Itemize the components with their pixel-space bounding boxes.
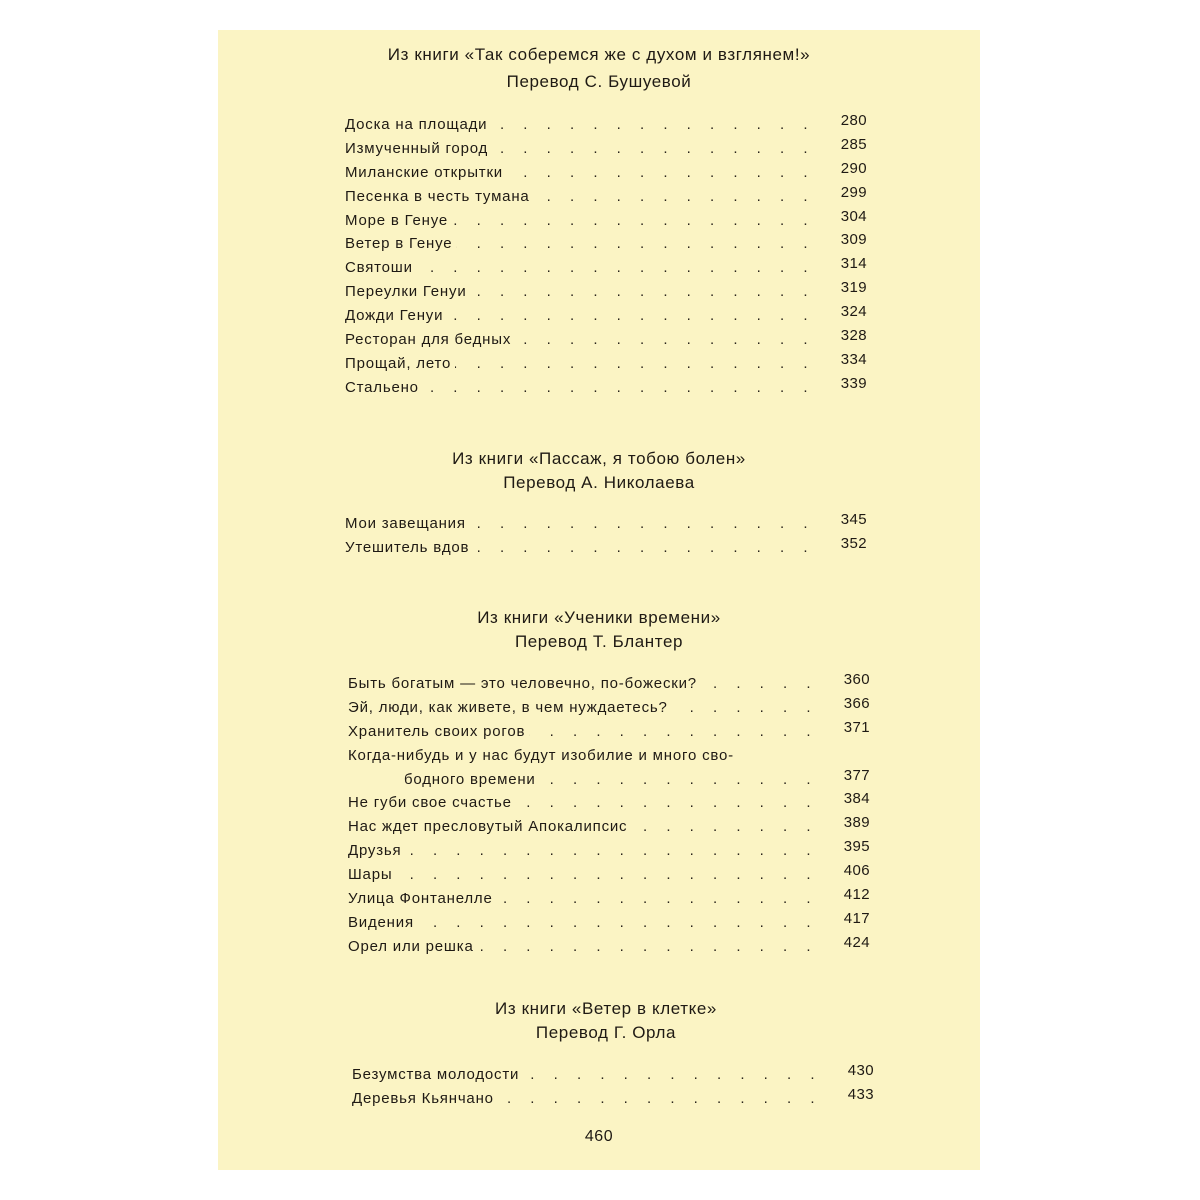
leader-dots — [423, 379, 833, 396]
leader-dots — [396, 866, 836, 883]
toc-entry — [348, 790, 870, 818]
section-heading: Из книги «Ветер в клетке» — [495, 999, 717, 1018]
leader-dots — [491, 116, 833, 133]
book-page — [218, 30, 980, 1170]
toc-entry — [348, 814, 870, 842]
toc-entry — [348, 862, 870, 890]
toc-entry-page: 314 — [840, 255, 867, 273]
toc-entry-page: 334 — [840, 350, 867, 368]
page-number: 460 — [584, 1128, 614, 1145]
toc-entry-page: 377 — [843, 766, 870, 784]
section-heading: Из книги «Ученики времени» — [477, 608, 721, 627]
toc-entry-page: 339 — [840, 374, 867, 392]
toc-entry — [345, 534, 867, 563]
toc-entry-page: 389 — [843, 814, 870, 832]
toc-entry — [348, 933, 870, 962]
toc-entry — [348, 747, 870, 771]
toc-entry-title: Прощай, лето — [345, 354, 452, 372]
toc-entry-page: 406 — [843, 862, 870, 880]
toc-entry — [345, 183, 867, 212]
toc-entry-title: Хранитель своих рогов — [348, 722, 526, 740]
toc-entry — [345, 159, 867, 188]
toc-entry-title: Ресторан для бедных — [345, 331, 512, 349]
toc-entry — [345, 374, 867, 403]
toc-entry-page: 319 — [840, 279, 867, 297]
section-heading: Из книги «Пассаж, я тобою болен» — [452, 449, 746, 468]
toc-entry-title: Ветер в Генуе — [345, 235, 453, 253]
toc-entry-page: 417 — [843, 909, 870, 927]
leader-dots — [534, 188, 833, 205]
toc-entry-title: Улица Фонтанелле — [348, 890, 493, 908]
toc-entry-title: Песенка в честь тумана — [345, 187, 530, 205]
toc-entry-page: 352 — [840, 534, 867, 552]
toc-entry-page: 324 — [840, 303, 867, 321]
toc-entry-title: Мои завещания — [345, 515, 466, 532]
leader-dots — [631, 818, 836, 835]
toc-entry-page: 285 — [840, 135, 867, 153]
toc-entry-page: 366 — [843, 694, 870, 712]
toc-entry — [345, 255, 867, 283]
leader-dots — [672, 699, 836, 716]
leader-dots — [498, 1090, 840, 1107]
leader-dots — [417, 259, 833, 276]
section-4-header — [218, 996, 980, 1046]
section-4-toc — [352, 1062, 874, 1114]
toc-entry-title: Быть богатым — это человечно, по-божески? — [348, 675, 697, 692]
leader-dots — [456, 235, 833, 252]
toc-entry-title: Святоши — [345, 259, 413, 277]
toc-entry-title: Видения — [348, 913, 414, 931]
leader-dots — [473, 539, 833, 556]
toc-entry — [345, 135, 867, 164]
toc-entry — [348, 909, 870, 938]
section-heading: Из книги «Так соберемся же с духом и взглянем!» — [387, 45, 811, 64]
section-3-toc — [348, 671, 870, 962]
leader-dots — [515, 331, 833, 348]
toc-entry — [348, 718, 870, 747]
toc-entry-page: 430 — [847, 1062, 874, 1079]
toc-entry-page: 412 — [843, 886, 870, 904]
section-translator: Перевод Г. Орла — [535, 1023, 677, 1042]
leader-dots — [492, 140, 833, 157]
section-3-header — [218, 605, 980, 655]
toc-entry — [352, 1062, 874, 1090]
toc-entry — [345, 511, 867, 539]
leader-dots — [452, 212, 833, 229]
toc-entry-title: Деревья Кьянчано — [352, 1089, 494, 1107]
section-2-header — [218, 446, 980, 496]
toc-entry-page: 328 — [840, 327, 867, 345]
toc-entry — [345, 207, 867, 236]
toc-entry-page: 280 — [840, 112, 867, 129]
toc-entry-title: Море в Генуе — [345, 211, 449, 229]
toc-entry-page: 304 — [840, 207, 867, 225]
leader-dots — [405, 842, 836, 859]
leader-dots — [455, 355, 833, 372]
toc-entry-page: 384 — [843, 790, 870, 808]
toc-entry-title: Шары — [348, 866, 393, 884]
toc-entry — [345, 231, 867, 259]
toc-entry — [348, 694, 870, 723]
toc-entry — [352, 1085, 874, 1114]
toc-entry — [348, 886, 870, 914]
toc-entry-page: 309 — [840, 231, 867, 249]
toc-entry-page: 433 — [847, 1085, 874, 1103]
leader-dots — [447, 307, 833, 324]
toc-entry — [348, 838, 870, 866]
toc-entry — [345, 112, 867, 140]
leader-dots — [540, 771, 836, 788]
section-1-toc — [345, 112, 867, 403]
toc-entry-title: Дожди Генуи — [345, 307, 444, 325]
toc-entry — [348, 671, 870, 699]
section-translator: Перевод А. Николаева — [503, 473, 695, 492]
toc-entry — [345, 279, 867, 307]
toc-entry-page: 290 — [840, 159, 867, 177]
toc-entry-page: 345 — [840, 511, 867, 528]
toc-entry-page: 360 — [843, 671, 870, 688]
toc-entry-title: Стальено — [345, 378, 419, 396]
toc-entry-title: Измученный город — [345, 139, 489, 157]
leader-dots — [471, 283, 834, 300]
leader-dots — [470, 515, 833, 532]
section-1-header — [218, 42, 980, 95]
toc-entry-page: 424 — [843, 933, 870, 951]
toc-entry-title: Не губи свое счастье — [348, 794, 512, 812]
leader-dots — [516, 794, 836, 811]
toc-entry-title: бодного времени — [404, 770, 536, 788]
leader-dots — [478, 938, 836, 955]
leader-dots — [701, 675, 836, 692]
toc-entry-title: Нас ждет пресловутый Апокалипсис — [348, 818, 628, 836]
toc-entry-title: Миланские открытки — [345, 163, 503, 181]
leader-dots — [507, 164, 833, 181]
toc-entry — [345, 327, 867, 355]
toc-entry-title: Переулки Генуи — [345, 283, 467, 301]
toc-entry-title: Утешитель вдов — [345, 538, 470, 556]
section-2-toc — [345, 511, 867, 563]
leader-dots — [523, 1066, 840, 1083]
toc-entry-title: Когда-нибудь и у нас будут изобилие и много сво- — [348, 746, 734, 764]
leader-dots — [529, 723, 836, 740]
toc-entry — [345, 350, 867, 379]
toc-entry-title: Эй, люди, как живете, в чем нуждаетесь? — [348, 698, 668, 716]
toc-entry-title: Доска на площади — [345, 116, 488, 133]
leader-dots — [418, 914, 836, 931]
toc-entry-page: 299 — [840, 183, 867, 201]
toc-entry-title: Друзья — [348, 842, 402, 860]
toc-entry — [345, 303, 867, 331]
toc-entry — [348, 766, 870, 795]
toc-entry-title: Орел или решка — [348, 937, 474, 955]
section-translator: Перевод С. Бушуевой — [506, 72, 692, 91]
toc-entry-page: 395 — [843, 838, 870, 856]
leader-dots — [497, 890, 836, 907]
toc-entry-page: 371 — [843, 718, 870, 736]
section-translator: Перевод Т. Блантер — [514, 632, 684, 651]
toc-entry-title: Безумства молодости — [352, 1066, 520, 1083]
